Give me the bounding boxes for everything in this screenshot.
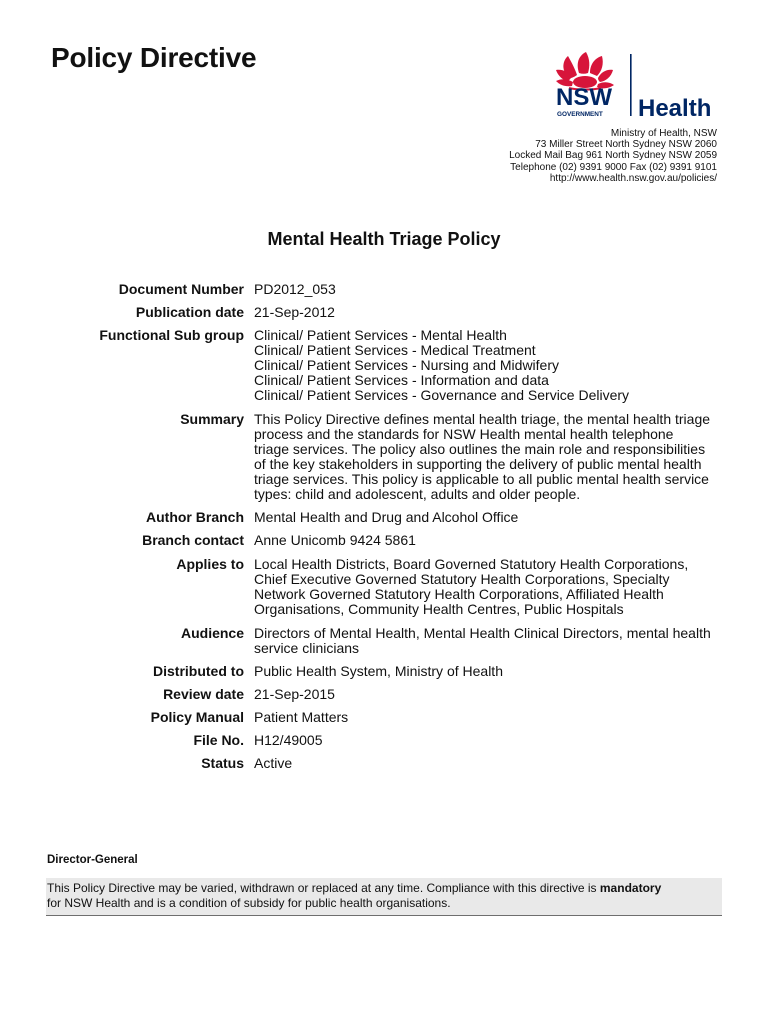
field-row-review-date <box>44 687 724 710</box>
field-row-file-no <box>44 733 724 756</box>
field-label: Publication date <box>135 304 244 320</box>
field-value-line: types: child and adolescent, adults and older people. <box>254 486 581 502</box>
nsw-health-logo <box>554 50 720 122</box>
field-row-status <box>44 756 724 771</box>
field-value <box>254 756 724 771</box>
notice-text-continued: for NSW Health and is a condition of subsidy for public health organisations. <box>47 896 451 910</box>
field-row-audience <box>44 626 724 664</box>
signatory-label: Director-General <box>47 854 138 866</box>
document-info-table <box>44 282 724 771</box>
field-row-publication-date <box>44 305 724 328</box>
field-value-line: 21-Sep-2012 <box>254 304 335 320</box>
contact-line: Ministry of Health, NSW <box>610 128 717 139</box>
logo-nsw-text: NSW <box>556 84 612 111</box>
field-value-line: 21-Sep-2015 <box>254 686 335 702</box>
page-title: Policy Directive <box>51 42 257 73</box>
field-value-line: service clinicians <box>254 640 360 656</box>
field-value-line: triage services. This policy is applicable to all public mental health service <box>254 471 709 487</box>
field-value-line: Mental Health and Drug and Alcohol Office <box>254 509 519 525</box>
contact-website-link[interactable]: http://www.health.nsw.gov.au/policies/ <box>549 172 717 184</box>
field-label: Functional Sub group <box>99 327 244 343</box>
field-label: Policy Manual <box>150 709 244 725</box>
field-label: Audience <box>180 625 244 641</box>
contact-line: Telephone (02) 9391 9000 Fax (02) 9391 9101 <box>510 161 717 173</box>
field-value <box>254 510 724 533</box>
field-row-distributed-to <box>44 664 724 687</box>
field-row-policy-manual <box>44 710 724 733</box>
field-value-line: Network Governed Statutory Health Corporations, Affiliated Health <box>254 586 664 602</box>
field-value-line: Organisations, Community Health Centres, Public Hospitals <box>254 601 624 617</box>
contact-line: Locked Mail Bag 961 North Sydney NSW 2059 <box>509 150 717 162</box>
field-label: Distributed to <box>153 663 244 679</box>
field-value-line: of the key stakeholders in supporting the delivery of public mental health <box>254 456 702 472</box>
field-value <box>254 664 724 687</box>
field-value-line: triage services. The policy also outlines the main role and responsibilities <box>254 441 706 457</box>
field-row-applies-to <box>44 557 724 626</box>
field-value <box>254 533 724 557</box>
field-value-line: Anne Unicomb 9424 5861 <box>254 532 416 548</box>
field-value-line: Clinical/ Patient Services - Information and data <box>254 372 549 388</box>
field-label: Author Branch <box>146 509 244 525</box>
field-value <box>254 557 724 626</box>
field-value-line: Local Health Districts, Board Governed Statutory Health Corporations, <box>254 556 689 572</box>
field-value-line: Chief Executive Governed Statutory Health Corporations, Specialty <box>254 571 670 587</box>
field-label: Status <box>201 755 244 771</box>
field-value <box>254 328 724 412</box>
field-row-document-number <box>44 282 724 305</box>
field-label: Summary <box>180 411 244 427</box>
field-value-line: Clinical/ Patient Services - Governance and Service Delivery <box>254 387 630 403</box>
field-value <box>254 282 724 305</box>
field-value-line: Directors of Mental Health, Mental Health Clinical Directors, mental health <box>254 625 711 641</box>
logo-divider <box>630 54 632 116</box>
field-value-line: H12/49005 <box>254 732 323 748</box>
field-value-line: Clinical/ Patient Services - Mental Health <box>254 327 507 343</box>
field-value <box>254 626 724 664</box>
field-value-line: Clinical/ Patient Services - Medical Treatment <box>254 342 536 358</box>
field-row-summary <box>44 412 724 510</box>
field-row-functional-sub-group <box>44 328 724 412</box>
logo-health-text: Health <box>638 95 712 122</box>
field-value <box>254 412 724 510</box>
field-value <box>254 733 724 756</box>
field-label: Review date <box>163 686 244 702</box>
contact-address-block <box>509 128 717 184</box>
document-title: Mental Health Triage Policy <box>267 229 501 249</box>
field-value-line: This Policy Directive defines mental health triage, the mental health triage <box>254 411 711 427</box>
field-value-line: PD2012_053 <box>254 281 336 297</box>
field-value-line: Clinical/ Patient Services - Nursing and Midwifery <box>254 357 559 373</box>
field-value <box>254 710 724 733</box>
field-label: Document Number <box>118 281 244 297</box>
field-label: Applies to <box>176 556 244 572</box>
field-value <box>254 687 724 710</box>
field-label: Branch contact <box>142 532 244 548</box>
contact-line: 73 Miller Street North Sydney NSW 2060 <box>535 139 717 151</box>
compliance-notice <box>46 878 722 916</box>
field-value-line: process and the standards for NSW Health mental health telephone <box>254 426 674 442</box>
logo-government-text: GOVERNMENT <box>557 111 603 118</box>
field-value-line: Public Health System, Ministry of Health <box>254 663 503 679</box>
field-row-branch-contact <box>44 533 724 557</box>
field-row-author-branch <box>44 510 724 533</box>
field-value-line: Active <box>254 755 293 771</box>
notice-text: This Policy Directive may be varied, withdrawn or replaced at any time. Compliance with this directive is <box>47 881 600 895</box>
field-value <box>254 305 724 328</box>
field-label: File No. <box>193 732 244 748</box>
field-value-line: Patient Matters <box>254 709 349 725</box>
notice-mandatory: mandatory <box>599 881 662 895</box>
